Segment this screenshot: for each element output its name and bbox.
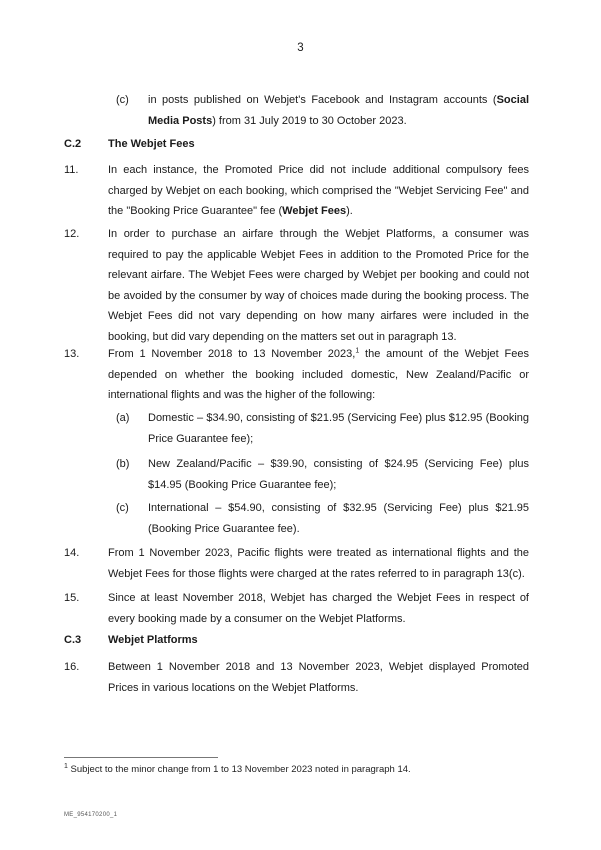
para-12-text: In order to purchase an airfare through the Webjet Platforms, a consumer was required to pay the applicable Webjet Fees in addition to the Promoted Price for the relevant airfare. The Webjet Fees were charged by Webjet per booking and could not be avoided by the consumer by way of choices made during the booking process. The Webjet Fees did not vary depending on how many airfares were included in the booking, but did vary depending on the matters set out in paragraph 13. — [108, 228, 529, 343]
footnote-number: 1 — [64, 762, 68, 770]
para-14-text: From 1 November 2023, Pacific flights were treated as international flights and the Webjet Fees for those flights were charged at the rates referred to in paragraph 13(c). — [108, 547, 529, 580]
item-c-text-1: in posts published on Webjet's Facebook and Instagram accounts ( — [148, 94, 497, 106]
para-12-number: 12. — [64, 228, 80, 240]
para-15-text: Since at least November 2018, Webjet has charged the Webjet Fees in respect of every booking made by a consumer on the Webjet Platforms. — [108, 592, 529, 625]
para-13-text-2: the amount of the Webjet Fees depended on whether the booking included domestic, New Zealand/Pacific or international flights and was the higher of the following: — [108, 348, 529, 402]
item-13a-label: (a) — [116, 412, 130, 424]
page-number: 3 — [297, 42, 304, 54]
section-c3-number: C.3 — [64, 634, 82, 646]
para-11-text-2: ). — [346, 205, 353, 218]
para-11-text — [108, 160, 529, 222]
item-13c-text: International – $54.90, consisting of $32.95 (Servicing Fee) plus $21.95 (Booking Price Guarantee fee). — [148, 502, 529, 535]
footnote-separator — [64, 757, 218, 758]
section-c2-number: C.2 — [64, 138, 82, 150]
item-13b-text: New Zealand/Pacific – $39.90, consisting of $24.95 (Servicing Fee) plus $14.95 (Booking Price Guarantee fee); — [148, 458, 529, 491]
footnote — [64, 764, 411, 775]
item-13c-label: (c) — [116, 502, 129, 514]
para-14-number: 14. — [64, 547, 80, 559]
para-16-text: Between 1 November 2018 and 13 November 2023, Webjet displayed Promoted Prices in various locations on the Webjet Platforms. — [108, 661, 529, 694]
para-11-text-1: In each instance, the Promoted Price did not include additional compulsory fees charged by Webjet on each booking, which comprised the "Webjet Servicing Fee" and the "Booking Price Guarantee" fee ( — [108, 164, 529, 218]
para-13-text — [108, 344, 529, 406]
para-13-text-1: From 1 November 2018 to 13 November 2023, — [108, 348, 356, 360]
para-15-number: 15. — [64, 592, 80, 604]
section-c2-title: The Webjet Fees — [108, 138, 195, 150]
para-16-number: 16. — [64, 661, 80, 673]
item-c-defined-term: Social Media Posts — [148, 94, 529, 127]
document-reference: ME_954170200_1 — [64, 812, 118, 818]
para-13-number: 13. — [64, 348, 80, 360]
item-13b-label: (b) — [116, 458, 130, 470]
para-11-defined-term: Webjet Fees — [282, 205, 347, 218]
item-c-text — [148, 90, 529, 131]
para-11-number: 11. — [64, 164, 79, 176]
section-c3-title: Webjet Platforms — [108, 634, 198, 646]
footnote-ref: 1 — [355, 347, 360, 355]
footnote-text: Subject to the minor change from 1 to 13 November 2023 noted in paragraph 14. — [67, 764, 411, 775]
item-13a-text: Domestic – $34.90, consisting of $21.95 (Servicing Fee) plus $12.95 (Booking Price Guarantee fee); — [148, 412, 529, 445]
item-c-text-2: ) from 31 July 2019 to 30 October 2023. — [212, 114, 407, 127]
item-c-label: (c) — [116, 94, 129, 106]
